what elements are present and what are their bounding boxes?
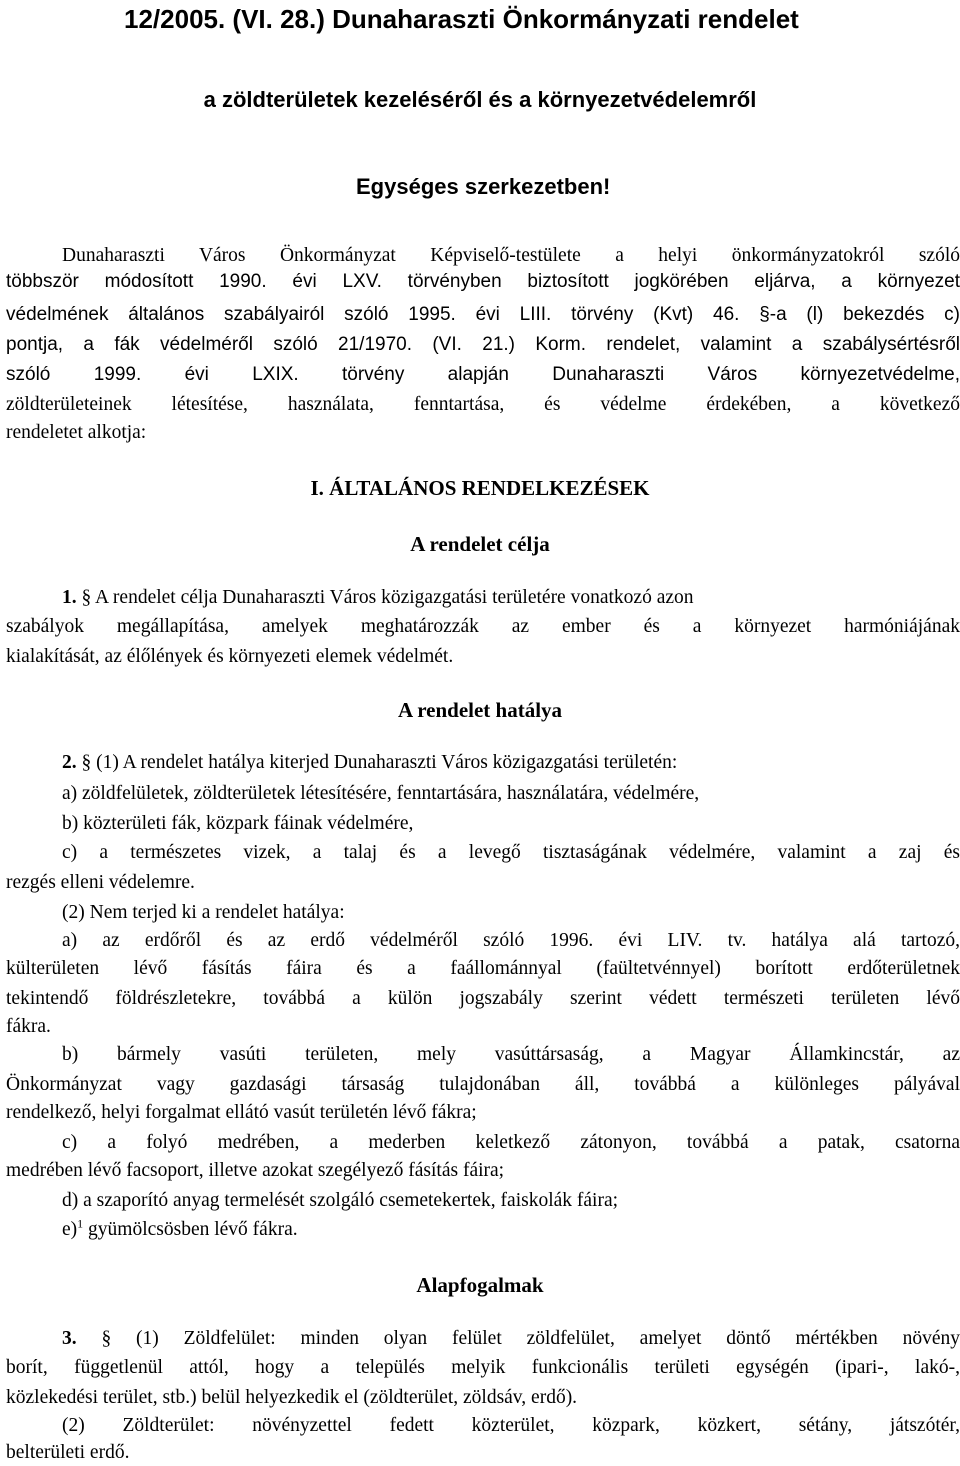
paragraph-3-line: közlekedési terület, stb.) belül helyezkedik el (zöldterület, zöldsáv, erdő). [6,1387,578,1408]
preamble-line: rendeletet alkotja: [6,422,147,443]
paragraph-2-line: d) a szaporító anyag termelését szolgáló csemetekertek, faiskolák fáira; [62,1190,619,1211]
paragraph-2-line: rendelkező, helyi forgalmat ellátó vasút területén lévő fákra; [6,1102,477,1123]
paragraph-2-line: e)$^1$ gyümölcsösben lévő fákra. [62,1216,298,1240]
chapter-heading: I. ÁLTALÁNOS RENDELKEZÉSEK [310,476,650,500]
footnote-marker[interactable]: 1 [77,1216,84,1231]
paragraph-2-line: medrében lévő facsoport, illetve azokat szegélyező fásítás fáira; [6,1160,505,1181]
paragraph-1-line: 1. § A rendelet célja Dunaharaszti Város közigazgatási területére vonatkozó azon [62,587,694,608]
section-heading-definitions: Alapfogalmak [416,1273,544,1297]
paragraph-2-line: fákra. [6,1016,51,1037]
preamble-line: többször módosított 1990. évi LXV. törvényben biztosított jogkörében eljárva, a környezet [6,271,960,292]
paragraph-2-line: a) zöldfelületek, zöldterületek létesítésére, fenntartására, használatára, védelmére, [62,783,700,804]
paragraph-3-line: belterületi erdő. [6,1442,130,1463]
paragraph-number: 1. [62,587,77,608]
paragraph-3-line: borít, függetlenül attól, hogy a település melyik funkcionális területi egységén (ipari-, lakó-, [6,1357,960,1378]
document-subtitle: a zöldterületek kezeléséről és a környezetvédelemről [203,87,757,112]
paragraph-1-line: szabályok megállapítása, amelyek meghatározzák az ember és a környezet harmóniájának [6,616,960,637]
paragraph-2-line: 2. § (1) A rendelet hatálya kiterjed Dunaharaszti Város közigazgatási területén: [62,752,678,773]
paragraph-2-line: tekintendő földrészletekre, továbbá a külön jogszabály szerint védett természeti területen lévő [6,988,960,1009]
paragraph-2-line: Önkormányzat vagy gazdasági társaság tulajdonában áll, továbbá a különleges pályával [6,1074,960,1095]
paragraph-1-line: kialakítását, az élőlények és környezeti elemek védelmét. [6,646,454,667]
paragraph-3-line: 3. § (1) Zöldfelület: minden olyan felület zöldfelület, amelyet döntő mértékben növény [62,1328,960,1349]
paragraph-number: 2. [62,752,77,773]
paragraph-2-line: c) a természetes vizek, a talaj és a levegő tisztaságának védelmére, valamint a zaj és [62,842,960,863]
paragraph-2-line: b) közterületi fák, közpark fáinak védelmére, [62,813,414,834]
section-heading-scope: A rendelet hatálya [397,698,563,722]
preamble-line: Dunaharaszti Város Önkormányzat Képviselő-testülete a helyi önkormányzatokról szóló [62,245,960,266]
paragraph-2-line: a) az erdőről és az erdő védelméről szóló 1996. évi LIV. tv. hatálya alá tartozó, [62,930,960,951]
paragraph-2-line: külterületen lévő fásítás fáira és a faállománnyal (faültetvénnyel) borított erdőterületnek [6,958,960,979]
preamble-line: zöldterületeinek létesítése, használata, fenntartása, és védelme érdekében, a következő [6,394,960,415]
consolidated-notice: Egységes szerkezetben! [356,174,611,199]
preamble-line: szóló 1999. évi LXIX. törvény alapján Dunaharaszti Város környezetvédelme, [6,364,960,385]
preamble-line: védelmének általános szabályairól szóló 1995. évi LIII. törvény (Kvt) 46. §-a (l) bekezdés c) [6,304,960,325]
paragraph-2-line: b) bármely vasúti területen, mely vasúttársaság, a Magyar Államkincstár, az [62,1044,960,1065]
section-heading-purpose: A rendelet célja [410,532,550,556]
document-title: 12/2005. (VI. 28.) Dunaharaszti Önkormányzati rendelet [124,4,799,34]
paragraph-3-line: (2) Zöldterület: növényzettel fedett közterület, közpark, közkert, sétány, játszótér, [62,1415,960,1436]
preamble-line: pontja, a fák védelméről szóló 21/1970. (VI. 21.) Korm. rendelet, valamint a szabálysértésről [6,334,960,355]
paragraph-2-line: rezgés elleni védelemre. [6,872,195,893]
paragraph-2-line: c) a folyó medrében, a mederben keletkező zátonyon, továbbá a patak, csatorna [62,1132,960,1153]
paragraph-2-line: (2) Nem terjed ki a rendelet hatálya: [62,902,345,923]
paragraph-number: 3. [62,1328,77,1349]
